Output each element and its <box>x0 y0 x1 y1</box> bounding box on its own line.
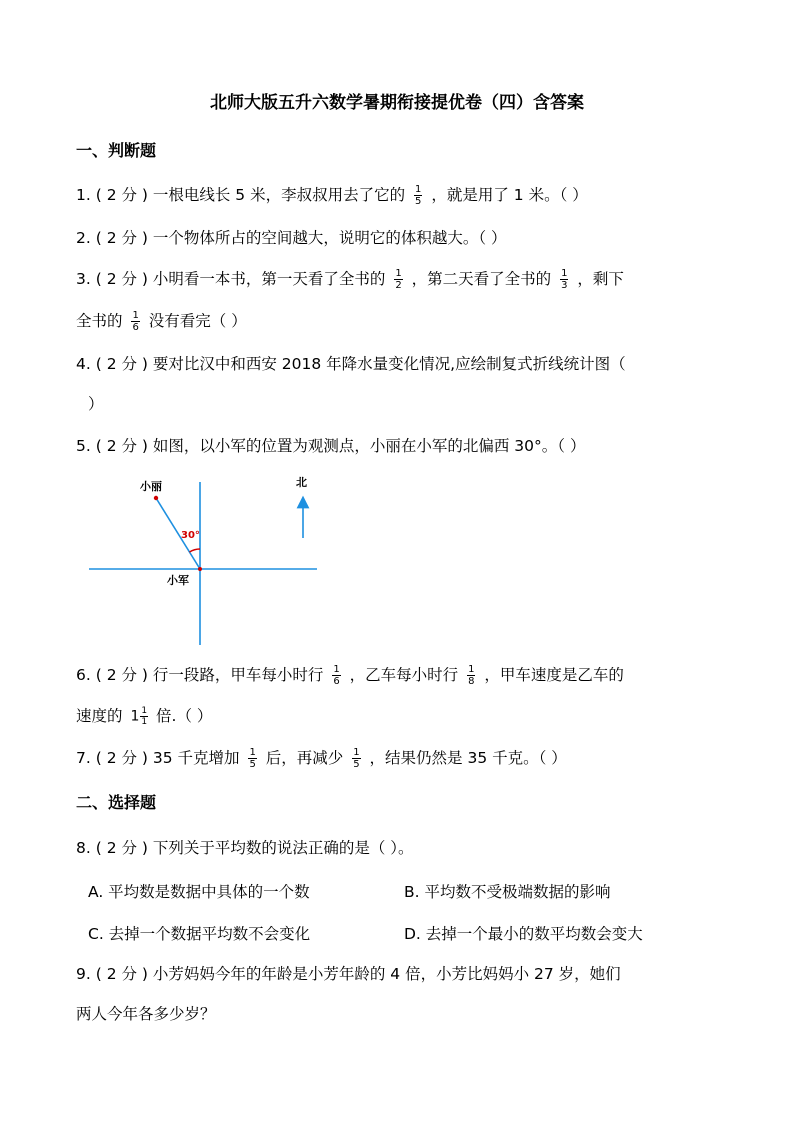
numerator: 1 <box>249 747 256 758</box>
label-xiaoli: 小丽 <box>140 480 162 493</box>
question-7-text-c: ，结果仍然是 35 千克。（ ） <box>369 749 567 767</box>
denominator: 8 <box>468 676 475 687</box>
numerator: 1 <box>333 664 340 675</box>
fraction <box>332 664 340 687</box>
fraction <box>560 268 568 291</box>
denominator: 6 <box>132 322 139 333</box>
denominator: 2 <box>395 280 402 291</box>
question-6-text-b: ，乙车每小时行 <box>349 666 459 684</box>
question-9-line-2: 两人今年各多少岁？ <box>76 1005 216 1023</box>
question-4-line-2: ） <box>88 395 104 413</box>
numerator: 1 <box>353 747 360 758</box>
denominator: 6 <box>333 676 340 687</box>
question-6-text-d: 速度的 <box>76 707 123 725</box>
whole-part: 1 <box>130 708 140 725</box>
angle-arc <box>190 549 201 552</box>
fraction <box>352 747 360 770</box>
fraction <box>131 310 139 333</box>
label-angle: 30° <box>181 530 200 541</box>
numerator: 1 <box>395 268 402 279</box>
numerator: 1 <box>141 706 148 716</box>
option-b[interactable]: B. 平均数不受极端数据的影响 <box>404 883 611 901</box>
question-2: 2. ( 2 分 ) 一个物体所占的空间越大，说明它的体积越大。（ ） <box>76 229 507 247</box>
denominator: 5 <box>249 759 256 770</box>
question-1 <box>76 184 588 207</box>
fraction <box>248 747 256 770</box>
numerator: 1 <box>468 664 475 675</box>
question-3-line-2 <box>76 310 247 333</box>
page-title: 北师大版五升六数学暑期衔接提优卷（四）含答案 <box>210 93 584 113</box>
question-8: 8. ( 2 分 ) 下列关于平均数的说法正确的是（ ）。 <box>76 839 414 857</box>
question-3-line-1 <box>76 268 624 291</box>
question-6-line-1 <box>76 664 624 687</box>
question-3-text-e: 没有看完（ ） <box>148 312 247 330</box>
option-d[interactable]: D. 去掉一个最小的数平均数会变大 <box>404 925 643 943</box>
question-6-line-2 <box>76 706 212 727</box>
question-3-text-b: ，第二天看了全书的 <box>411 270 552 288</box>
denominator: 3 <box>561 280 568 291</box>
denominator: 5 <box>415 196 422 207</box>
fraction <box>467 664 475 687</box>
label-xiaojun: 小军 <box>167 574 189 587</box>
section-heading-judgment: 一、判断题 <box>76 141 157 160</box>
question-7-text-b: 后，再减少 <box>265 749 344 767</box>
question-7 <box>76 747 567 770</box>
fraction <box>140 706 148 727</box>
section-heading-choice: 二、选择题 <box>76 793 157 812</box>
numerator: 1 <box>132 310 139 321</box>
numerator: 1 <box>561 268 568 279</box>
question-3-text-d: 全书的 <box>76 312 123 330</box>
mixed-number <box>130 706 148 727</box>
question-6-text-a: 6. ( 2 分 ) 行一段路，甲车每小时行 <box>76 666 324 684</box>
question-5: 5. ( 2 分 ) 如图，以小军的位置为观测点，小丽在小军的北偏西 30°。（ ） <box>76 437 586 455</box>
label-north: 北 <box>296 476 307 489</box>
question-7-text-a: 7. ( 2 分 ) 35 千克增加 <box>76 749 240 767</box>
xiaoli-point <box>154 496 158 500</box>
fraction <box>414 184 422 207</box>
question-1-text-b: ，就是用了 1 米。（ ） <box>431 186 588 204</box>
question-6-text-c: ，甲车速度是乙车的 <box>484 666 624 684</box>
option-a[interactable]: A. 平均数是数据中具体的一个数 <box>88 883 310 901</box>
direction-diagram <box>85 470 325 650</box>
question-3-text-c: ，剩下 <box>577 270 624 288</box>
numerator: 1 <box>415 184 422 195</box>
denominator: 5 <box>353 759 360 770</box>
question-9-line-1: 9. ( 2 分 ) 小芳妈妈今年的年龄是小芳年龄的 4 倍，小芳比妈妈小 27 岁，她们 <box>76 965 621 983</box>
xiaojun-point <box>198 567 202 571</box>
question-1-text-a: 1. ( 2 分 ) 一根电线长 5 米，李叔叔用去了它的 <box>76 186 406 204</box>
fraction <box>394 268 402 291</box>
question-4-line-1: 4. ( 2 分 ) 要对比汉中和西安 2018 年降水量变化情况,应绘制复式折线统计图（ <box>76 355 626 373</box>
option-c[interactable]: C. 去掉一个数据平均数不会变化 <box>88 925 311 943</box>
question-3-text-a: 3. ( 2 分 ) 小明看一本书，第一天看了全书的 <box>76 270 386 288</box>
question-6-text-e: 倍.（ ） <box>156 707 213 725</box>
denominator: 1 <box>141 717 148 727</box>
